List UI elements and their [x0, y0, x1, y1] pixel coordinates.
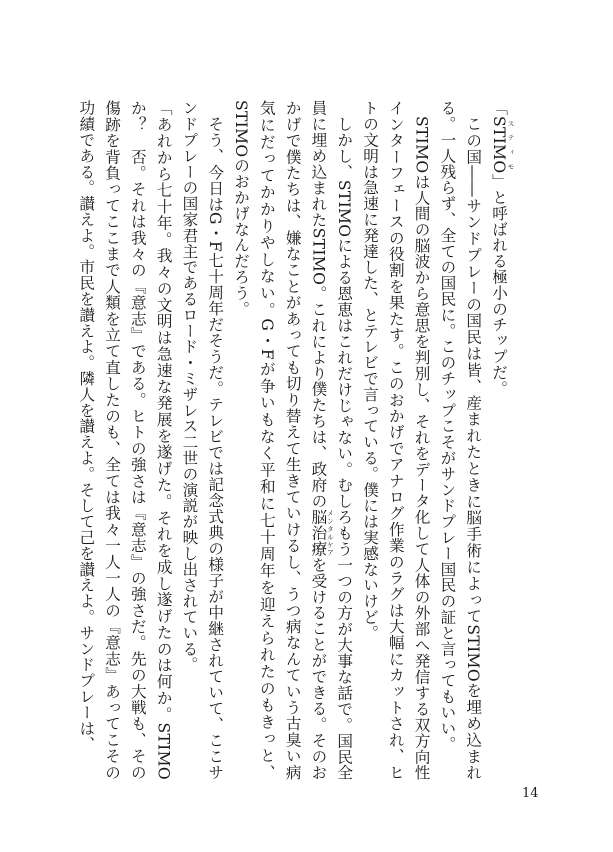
paragraph-1-rest: 」と呼ばれる極小のチップだ。: [490, 173, 508, 397]
paragraph-5: そう、今日はG・F七十周年だそうだ。テレビでは記念式典の様子が中継されていて、ここサンドプレーの国家君主であるロード・ミザレス二世の演説が映し出されている。: [180, 100, 225, 780]
paragraph-2: この国――サンドプレーの国民は皆、産まれたときに脳手術によってSTIMOを埋め込まれる。一人残らず、全ての国民に。このチップこそがサンドプレー国民の証と言ってもいい。: [438, 100, 483, 780]
mental-care-ruby-reading: メンタルケア: [326, 508, 335, 557]
paragraph-1-open: 「: [490, 100, 508, 116]
vertical-body-text: [75, 100, 515, 780]
paragraph-4-part-a: しかし、STIMOによる恩恵はこれだけじゃない。むしろもう一つの方が大事な話で。国民全員に埋め込まれたSTIMO。これにより僕たちは、政府の: [309, 100, 354, 780]
stimo-ruby: [490, 115, 515, 174]
paragraph-3: STIMOは人間の脳波から意思を判別し、それをデータ化して人体の外部へ発信する双方向性インターフェースの役割を果たす。このおかげでアナログ作業のラグは大幅にカットされ、ヒトの文明は急速に発達した、とテレビで言っている。僕には実感ないけど。: [361, 100, 431, 780]
paragraph-1: [485, 100, 515, 780]
stimo-ruby-reading: スティモ: [507, 115, 515, 174]
paragraph-6: 「あれから七十年。我々の文明は急速な発展を遂げた。それを成し遂げたのは何か。STIMOか？ 否。それは我々の『意志』である。ヒトの強さは『意志』の強さだ。先の大戦も、その傷跡を背負ってここまで人類を立て直したのも、全ては我々一人一人の『意志』あってこその功績である。讃えよ。市民を讃えよ。隣人を讃えよ。そして己を讃えよ。サンドプレーは、: [77, 100, 173, 780]
mental-care-ruby-base: 脳治療: [309, 508, 328, 557]
paragraph-4-part-b: を受けることができる。そのおかげで僕たちは、嫌なことがあっても切り替えて生きていけるし、うつ病なんていう古臭い病気にだってかかりやしない。G・Fが争いもなく平和に七十周年を迎えられたのもきっと、STIMOのおかげなんだろう。: [232, 100, 328, 780]
stimo-ruby-base: STIMO: [490, 115, 508, 174]
mental-care-ruby: [309, 508, 335, 557]
paragraph-4: [227, 100, 356, 780]
page-number: 14: [522, 786, 539, 801]
